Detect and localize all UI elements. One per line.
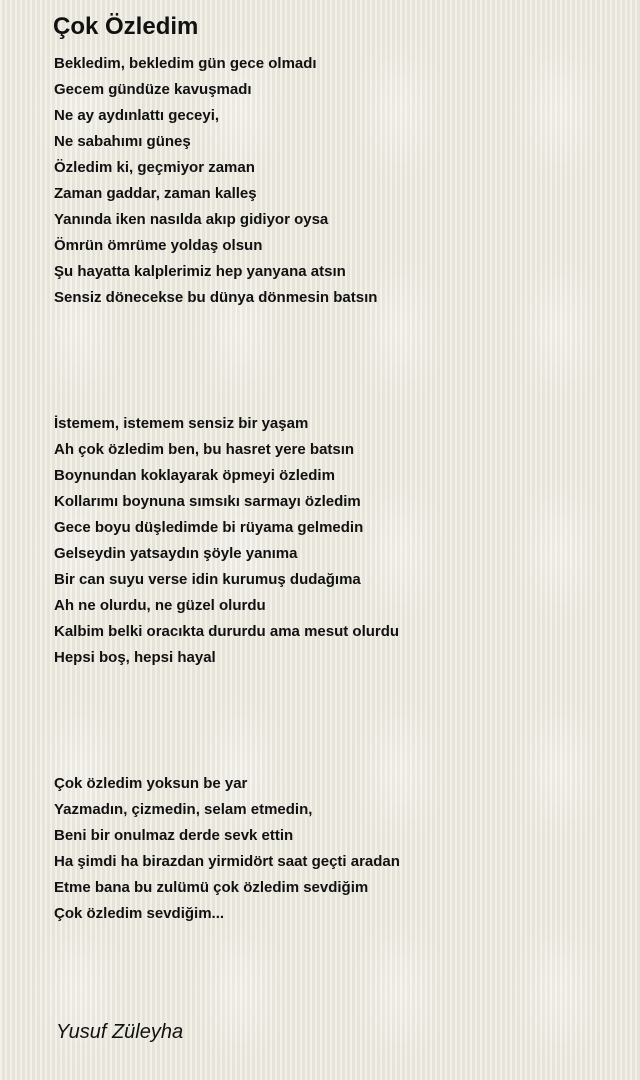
poem-line: Hepsi boş, hepsi hayal [54,649,216,666]
poem-line: Ah çok özledim ben, bu hasret yere batsın [54,441,355,458]
stanza-3 [54,771,400,927]
poem-line: Gecem gündüze kavuşmadı [54,81,252,98]
poem-line: Bir can suyu verse idin kurumuş dudağıma [54,571,361,588]
poem-line: Gece boyu düşledimde bi rüyama gelmedin [54,519,364,536]
poem-line: Zaman gaddar, zaman kalleş [54,185,257,202]
poem-line: Ne ay aydınlattı geceyi, [54,107,220,124]
poem-line: Özledim ki, geçmiyor zaman [54,159,255,176]
poem-line: Çok özledim yoksun be yar [54,775,248,792]
poem-line: Yanında iken nasılda akıp gidiyor oysa [54,211,329,228]
poem-line: Çok özledim sevdiğim... [54,905,225,922]
poem-line: Sensiz dönecekse bu dünya dönmesin batsın [54,289,378,306]
poem-title: Çok Özledim [53,13,199,40]
poem-line: Bekledim, bekledim gün gece olmadı [54,55,317,72]
poem-line: Kalbim belki oracıkta dururdu ama mesut olurdu [54,623,400,640]
poem-line: Kollarımı boynuna sımsıkı sarmayı özledim [54,493,361,510]
poem-author: Yusuf Züleyha [56,1021,184,1043]
poem-line: Boynundan koklayarak öpmeyi özledim [54,467,335,484]
stanza-1 [54,51,377,311]
poem-line: Ha şimdi ha birazdan yirmidört saat geçti aradan [54,853,400,870]
poem-line: Ne sabahımı güneş [54,133,191,150]
poem-line: Şu hayatta kalplerimiz hep yanyana atsın [54,263,346,280]
poem-line: Ömrün ömrüme yoldaş olsun [54,237,263,254]
poem-line: Etme bana bu zulümü çok özledim sevdiğim [54,879,369,896]
poem-line: Gelseydin yatsaydın şöyle yanıma [54,545,298,562]
poem-line: Ah ne olurdu, ne güzel olurdu [54,597,266,614]
poem-line: İstemem, istemem sensiz bir yaşam [54,415,309,432]
poem-line: Yazmadın, çizmedin, selam etmedin, [54,801,313,818]
poem-line: Beni bir onulmaz derde sevk ettin [54,827,294,844]
stanza-2 [54,411,399,671]
